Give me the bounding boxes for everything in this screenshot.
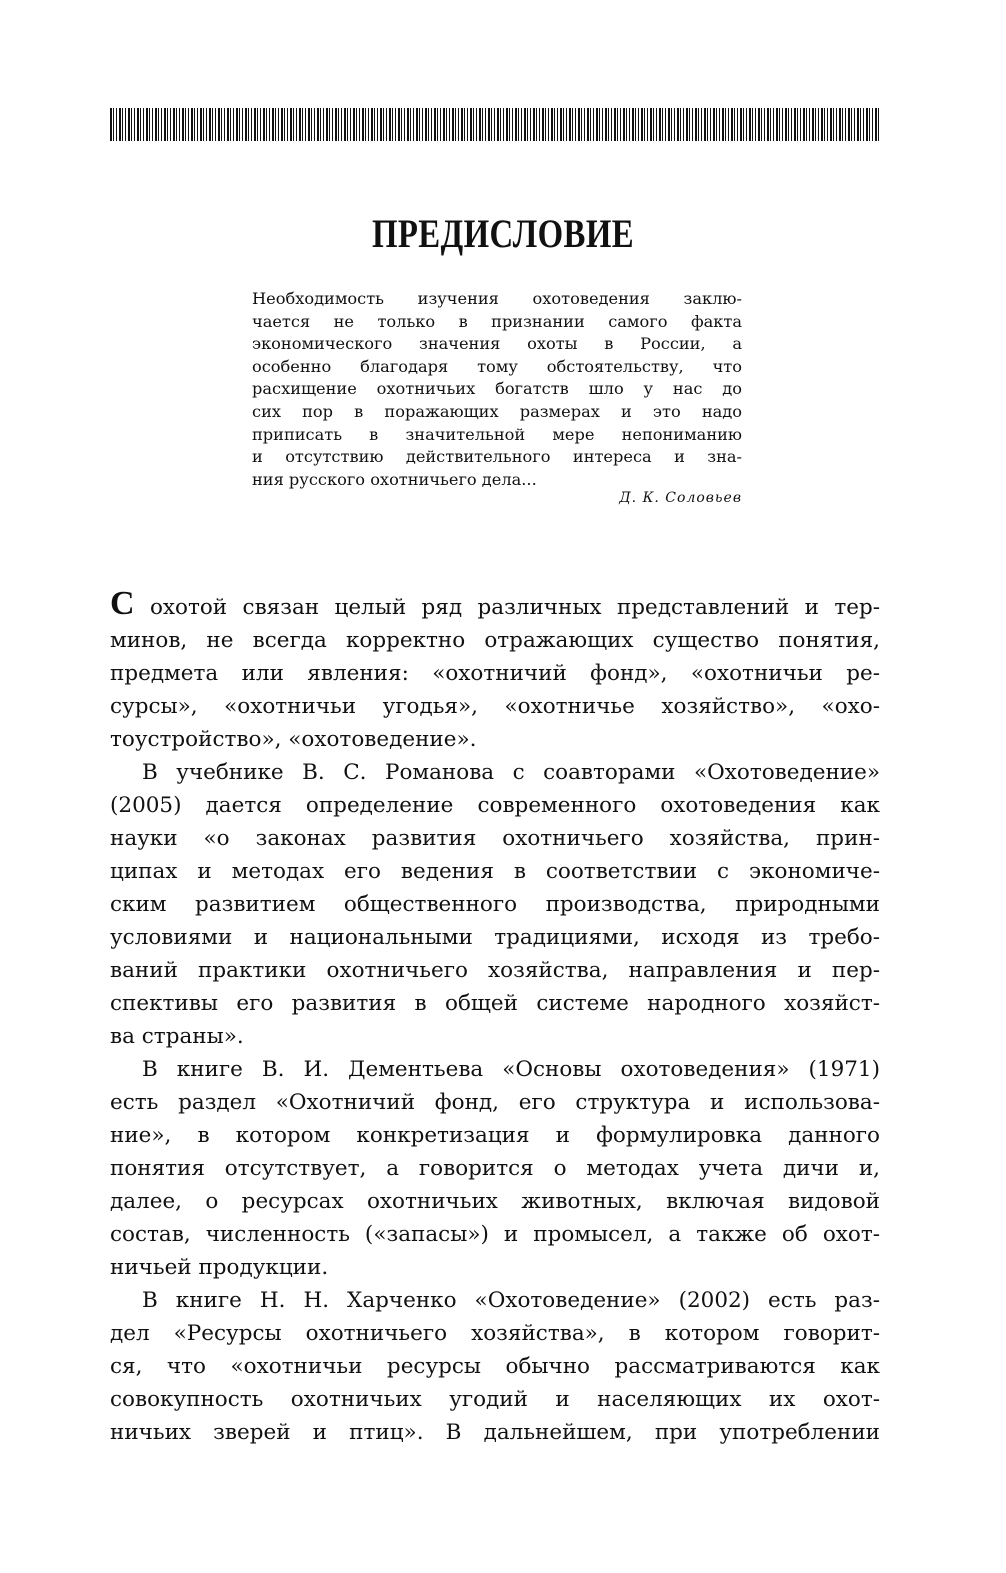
text-line: ничьих зверей и птиц». В дальнейшем, при употреблении: [110, 1420, 880, 1445]
epigraph-line: сих пор в поражающих размерах и это надо: [252, 401, 742, 421]
epigraph-line: особенно благодаря тому обстоятельству, что: [252, 356, 742, 376]
text-line: ским развитием общественного производства, природными: [110, 892, 880, 917]
body-text: [110, 585, 880, 1449]
text-line: предмета или явления: «охотничий фонд», «охотничьи ре-: [110, 661, 880, 686]
text-line: спективы его развития в общей системе народного хозяйст-: [110, 991, 880, 1016]
text-line: [110, 585, 880, 624]
epigraph-line: расхищение охотничьих богатств шло у нас до: [252, 379, 742, 399]
text-line: ся, что «охотничьи ресурсы обычно рассматриваются как: [110, 1354, 880, 1379]
text-line: условиями и национальными традициями, исходя из требо-: [110, 925, 880, 950]
paragraph: [110, 1053, 880, 1284]
text-line: ваний практики охотничьего хозяйства, направления и пер-: [110, 958, 880, 983]
text-line: минов, не всегда корректно отражающих существо понятия,: [110, 628, 880, 653]
drop-cap: С: [110, 585, 135, 622]
paragraph: [110, 756, 880, 1053]
epigraph-line: ния русского охотничьего дела...: [252, 469, 537, 489]
epigraph-line: приписать в значительной мере непониманию: [252, 424, 742, 444]
text-line: В книге В. И. Дементьева «Основы охотоведения» (1971): [142, 1057, 880, 1082]
text-line-rest: охотой связан целый ряд различных представлений и тер-: [134, 595, 880, 620]
text-line: состав, численность («запасы») и промысел, а также об охот-: [110, 1222, 880, 1247]
epigraph-line: экономического значения охоты в России, а: [252, 334, 742, 354]
text-line: ние», в котором конкретизация и формулировка данного: [110, 1123, 880, 1148]
text-line: дел «Ресурсы охотничьего хозяйства», в котором говорит-: [110, 1321, 880, 1346]
epigraph: [252, 288, 742, 491]
text-line: ничьей продукции.: [110, 1255, 329, 1280]
text-line: совокупность охотничьих угодий и населяющих их охот-: [110, 1387, 880, 1412]
text-line: В книге Н. Н. Харченко «Охотоведение» (2002) есть раз-: [142, 1288, 880, 1313]
text-line: есть раздел «Охотничий фонд, его структура и использова-: [110, 1090, 880, 1115]
page-title: ПРЕДИСЛОВИЕ: [371, 210, 635, 256]
epigraph-line: Необходимость изучения охотоведения заклю-: [252, 289, 742, 308]
text-line: (2005) дается определение современного охотоведения как: [110, 793, 880, 818]
text-line: В учебнике В. С. Романова с соавторами «Охотоведение»: [142, 760, 880, 785]
text-line: далее, о ресурсах охотничьих животных, включая видовой: [110, 1189, 880, 1214]
paragraph: [110, 1284, 880, 1449]
text-line: тоустройство», «охотоведение».: [110, 727, 477, 752]
text-line: ва страны».: [110, 1024, 244, 1049]
text-line: ципах и методах его ведения в соответствии с экономиче-: [110, 859, 880, 884]
paragraph: [110, 585, 880, 756]
epigraph-line: и отсутствию действительного интереса и зна-: [252, 447, 742, 467]
text-line: науки «о законах развития охотничьего хозяйства, прин-: [110, 826, 880, 851]
text-line: сурсы», «охотничьи угодья», «охотничье хозяйство», «охо-: [110, 694, 880, 719]
epigraph-author: Д. К. Соловьев: [619, 490, 742, 506]
decorative-header-rule: [110, 108, 880, 141]
epigraph-line: чается не только в признании самого факта: [252, 311, 742, 331]
text-line: понятия отсутствует, а говорится о методах учета дичи и,: [110, 1156, 880, 1181]
